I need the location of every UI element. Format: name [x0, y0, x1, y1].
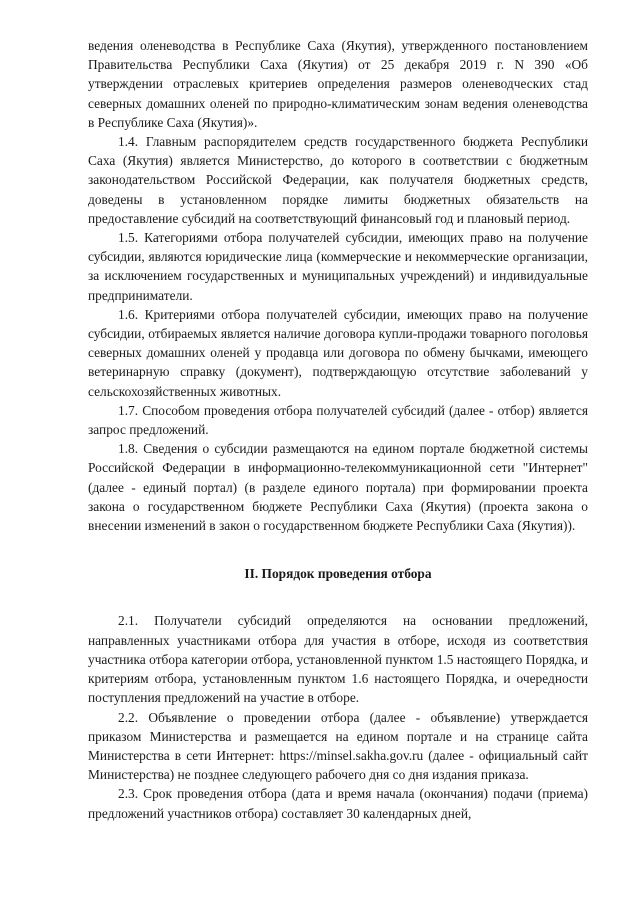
paragraph-2-1: 2.1. Получатели субсидий определяются на основании предложений, направленных участниками отбора для участия в отборе, исходя из соответствия участника отбора категории отбора, установленной пунктом 1.5 настоящего Порядка, и критериям отбора, установленным пунктом 1.6 настоящего Порядка, и очередности поступления предложений на участие в отборе. — [88, 613, 588, 706]
paragraph-1-6: 1.6. Критериями отбора получателей субсидии, имеющих право на получение субсидии, отбираемых является наличие договора купли-продажи товарного поголовья северных домашних оленей у продавца или договора по обмену бычками, имеющего ветеринарную справку (документ), подтверждающую отсутствие заболеваний у сельскохозяйственных животных. — [88, 306, 588, 399]
paragraph-2-2: 2.2. Объявление о проведении отбора (далее - объявление) утверждается приказом Министерства и размещается на едином портале и на странице сайта Министерства в сети Интернет: https://minsel.sakha.gov.ru (далее - официальный сайт Министерства) не позднее следующего рабочего дня со дня издания приказа. — [88, 709, 588, 783]
section-heading: II. Порядок проведения отбора — [244, 566, 432, 582]
paragraph-1-8: 1.8. Сведения о субсидии размещаются на едином портале бюджетной системы Российской Федерации в информационно-телекоммуникационной сети "Интернет" (далее - единый портал) (в разделе единого портала) при формировании проекта закона о государственном бюджете Республики Саха (Якутия) (проекта закона о внесении изменений в закон о государственном бюджете Республики Саха (Якутия)). — [88, 441, 588, 534]
paragraph-1-5: 1.5. Категориями отбора получателей субсидии, имеющих право на получение субсидии, являются юридические лица (коммерческие и некоммерческие организации, за исключением государственных и муниципальных учреждений) и индивидуальные предприниматели. — [88, 230, 588, 303]
paragraph-2-3: 2.3. Срок проведения отбора (дата и время начала (окончания) подачи (приема) предложений участников отбора) составляет 30 календарных дней, — [88, 786, 588, 821]
paragraph-1-7: 1.7. Способом проведения отбора получателей субсидий (далее - отбор) является запрос предложений. — [88, 402, 588, 438]
document-page — [88, 36, 588, 823]
paragraph-intro-continuation: ведения оленеводства в Республике Саха (Якутия), утвержденного постановлением Правительства Республики Саха (Якутия) от 25 декабря 2019 г. N 390 «Об утверждении отраслевых критериев определения размеров оленеводческих стад северных домашних оленей по природно-климатическим зонам ведения оленеводства в Республике Саха (Якутия)». — [88, 38, 588, 130]
paragraph-1-4: 1.4. Главным распорядителем средств государственного бюджета Республики Саха (Якутия) является Министерство, до которого в соответствии с бюджетным законодательством Российской Федерации, как получателя бюджетных средств, доведены в установленном порядке лимиты бюджетных обязательств на предоставление субсидий на соответствующий финансовый год и плановый период. — [88, 134, 588, 226]
